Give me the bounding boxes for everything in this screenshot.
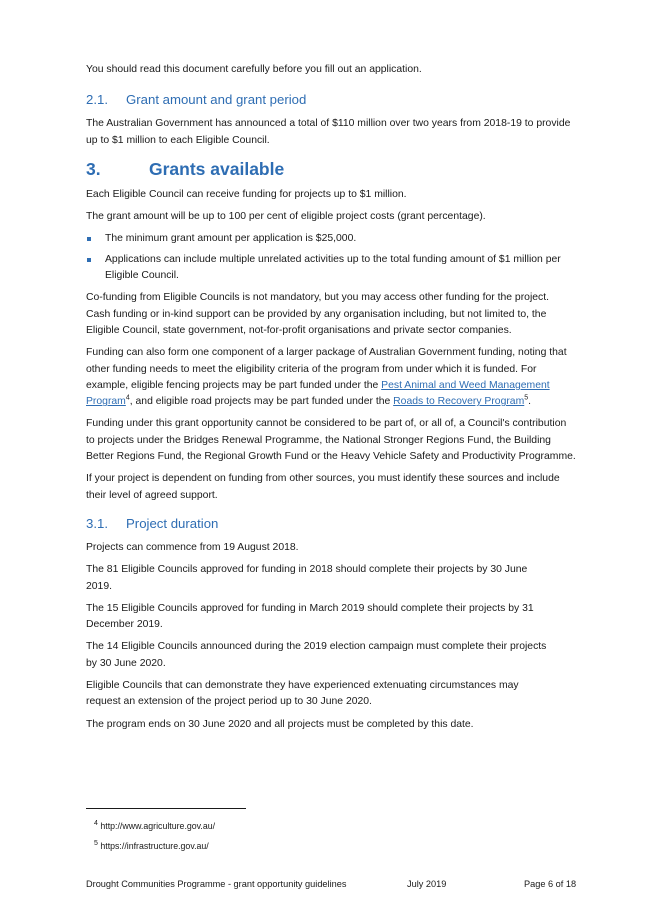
heading-3-1 — [86, 514, 576, 534]
footnote — [94, 820, 215, 832]
heading-2-1 — [86, 90, 576, 110]
heading-title: Grant amount and grant period — [126, 92, 307, 108]
footnote-divider — [86, 808, 246, 809]
intro-text: You should read this document carefully before you fill out an application. — [86, 64, 422, 75]
heading-number: 3. — [86, 158, 101, 179]
footer-page-number: Page 6 of 18 — [524, 879, 577, 889]
footnote-url: https://infrastructure.gov.au/ — [100, 841, 209, 851]
footnote-mark: 4 — [94, 820, 98, 828]
paragraph: Projects can commence from 19 August 2018. — [86, 541, 299, 553]
heading-title: Grants available — [149, 158, 285, 179]
paragraph: Each Eligible Council can receive funding for projects up to $1 million. — [86, 188, 407, 200]
paragraph: If your project is dependent on funding from other sources, you must identify these sources and include their level of agreed support. — [86, 473, 560, 501]
list-item-text: Applications can include multiple unrelated activities up to the total funding amount of $1 million per Eligible Council. — [105, 253, 561, 282]
paragraph-text: , and eligible road projects may be part funded under the — [129, 396, 394, 408]
heading-number: 2.1. — [86, 92, 108, 108]
heading-title: Project duration — [126, 515, 219, 531]
list-item — [86, 252, 576, 285]
paragraph: The grant amount will be up to 100 per cent of eligible project costs (grant percentage). — [86, 211, 486, 223]
grant-amount-text: The Australian Government has announced a total of $110 million over two years from 2018-19 to provide up to $1 million to each Eligible Council. — [86, 118, 571, 146]
footer-title: Drought Communities Programme - grant opportunity guidelines — [86, 879, 347, 889]
bullet-list — [86, 231, 576, 284]
paragraph: The 81 Eligible Councils approved for funding in 2018 should complete their projects by 30 June 2019. — [86, 564, 528, 592]
paragraph-with-links — [86, 345, 576, 410]
paragraph: Eligible Councils that can demonstrate they have experienced extenuating circumstances may request an extension of the project period up to 30 June 2020. — [86, 680, 519, 708]
footnote — [94, 840, 209, 852]
paragraph: Co-funding from Eligible Councils is not mandatory, but you may access other funding for the project. Cash funding or in-kind support can be provided by any organisation including, but not limited to, the Eligible Council, state government, not-for-profit organisations and private sector companies. — [86, 292, 550, 336]
square-bullet-icon — [87, 258, 91, 262]
heading-3 — [86, 157, 576, 181]
square-bullet-icon — [87, 237, 91, 241]
footnote-url: http://www.agriculture.gov.au/ — [100, 821, 216, 831]
paragraph: The 14 Eligible Councils announced during the 2019 election campaign must complete their projects by 30 June 2020. — [86, 641, 547, 669]
list-item — [86, 231, 576, 247]
roads-to-recovery-link[interactable]: Roads to Recovery Program — [393, 396, 525, 408]
footnote-ref: 5 — [524, 394, 529, 402]
page-content — [86, 62, 576, 739]
paragraph-text: Funding can also form one component of a larger package of Australian Government funding, noting that other funding needs to meet the eligibility criteria of the program from under which it is funded. For example, eligible fencing projects may be part funded under the — [86, 347, 567, 391]
list-item-text: The minimum grant amount per application is $25,000. — [105, 233, 357, 245]
footnote-ref: 4 — [125, 394, 130, 402]
paragraph-text: . — [528, 396, 532, 408]
paragraph: Funding under this grant opportunity cannot be considered to be part of, or all of, a Council's contribution to projects under the Bridges Renewal Programme, the National Stronger Regions Fund, the Building Better Regions Fund, the Regional Growth Fund or the Heavy Vehicle Safety and Productivity Programme. — [86, 418, 576, 463]
pest-animal-program-link[interactable]: Pest Animal and Weed Management Program — [86, 379, 550, 408]
footer-date: July 2019 — [407, 879, 447, 889]
paragraph: The 15 Eligible Councils approved for funding in March 2019 should complete their projects by 31 December 2019. — [86, 602, 534, 631]
footnote-mark: 5 — [94, 840, 98, 848]
paragraph: The program ends on 30 June 2020 and all projects must be completed by this date. — [86, 718, 474, 730]
heading-number: 3.1. — [86, 515, 108, 531]
